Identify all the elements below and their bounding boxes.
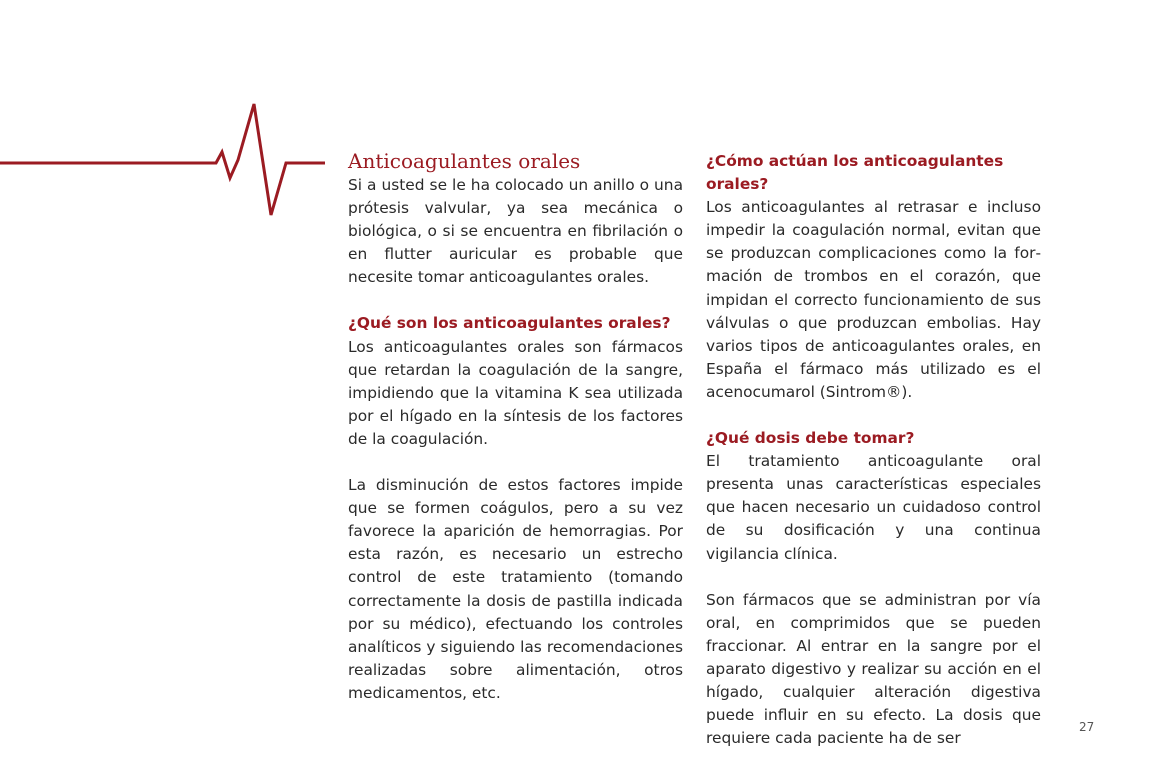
heartbeat-line-icon [0,100,330,220]
dose-paragraph-2: Son fármacos que se administran por vía oral, en comprimidos que se pueden fraccionar. Al entrar en la sangre por el aparato digestivo y realizar su acción en el hígado, cualquier alteración digestiva puede influir en su efecto. La dosis que requiere cada paciente ha de ser [706,590,1041,748]
what-are-paragraph-2: La disminución de estos factores impide que se formen coágulos, pero a su vez favorece la aparición de hemorragias. Por esta razón, es necesario un estrecho control de este tratamiento (tomando correctamente la dosis de pastilla indicada por su médico), efectuando los controles analíticos y siguiendo las recomendaciones realizadas sobre alimentación, otros medicamentos, etc. [348,476,683,702]
intro-paragraph: Si a usted se le ha colocado un anillo o una prótesis valvular, ya sea mecánica o biológica, o si se encuentra en fibrilación o en flutter auricular es probable que necesite tomar anticoagulantes orales. [348,176,683,287]
right-column [706,148,1041,773]
page-title: Anticoagulantes orales [348,149,581,173]
how-they-work-paragraph: Los anticoagulantes al retrasar e incluso impedir la coagulación normal, evitan que se produzcan complicaciones como la formación de trombos en el corazón, que impidan el correcto funcionamiento de sus válvulas o que produzcan embolias. Hay varios tipos de anticoagulantes orales, en España el fármaco más utilizado es el acenocumarol (Sintrom®). [706,198,1041,401]
heading-what-are: ¿Qué son los anticoagulantes orales? [348,314,671,333]
heading-dose: ¿Qué dosis debe tomar? [706,429,915,448]
left-column [348,148,683,728]
heading-how-they-work: ¿Cómo actúan los anticoagulantes orales? [706,152,1004,194]
what-are-paragraph-1: Los anticoagulantes orales son fármacos que retardan la coagulación de la sangre, impidiendo que la vitamina K sea utilizada por el hígado en la síntesis de los factores de la coagulación. [348,337,683,448]
page-number: 27 [1079,720,1095,734]
dose-paragraph-1: El tratamiento anticoagulante oral presenta unas características especiales que hacen necesario un cuidadoso control de su dosificación y una continua vigilancia clínica. [706,452,1041,563]
